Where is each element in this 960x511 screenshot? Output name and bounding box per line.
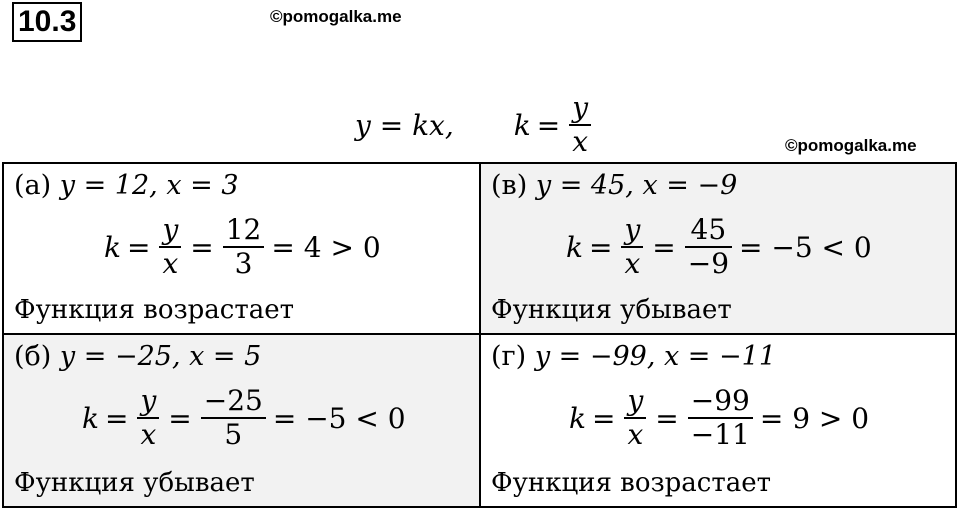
cell-g-frac2-num: −99 bbox=[690, 384, 750, 417]
cell-g-eq2: = bbox=[655, 401, 679, 435]
cell-g-frac1-num: y bbox=[627, 384, 644, 417]
cell-v-frac1-num: y bbox=[624, 213, 641, 246]
cell-b-frac2 bbox=[201, 385, 266, 451]
cell-a-conclusion: Функция возрастает bbox=[14, 295, 295, 325]
cell-b-condition bbox=[14, 341, 261, 372]
cell-g-condition bbox=[491, 341, 776, 372]
cell-g-k: k bbox=[569, 401, 586, 435]
cell-v-frac2-den: −9 bbox=[687, 247, 730, 281]
cell-v-frac2-num: 45 bbox=[690, 213, 727, 246]
cell-a-condition bbox=[14, 170, 239, 201]
watermark-top: ©pomogalka.me bbox=[270, 7, 402, 26]
cell-a-frac2-num: 12 bbox=[225, 213, 262, 246]
cell-a-eq1: = bbox=[126, 230, 151, 264]
cell-b-frac1-den: x bbox=[140, 418, 157, 452]
cell-b-k: k bbox=[82, 401, 99, 435]
cell-g-formula bbox=[569, 385, 869, 451]
cell-g-eq1: = bbox=[591, 401, 616, 435]
cell-a-formula bbox=[104, 214, 381, 280]
cell-a-cond: y = 12, x = 3 bbox=[59, 170, 239, 201]
cell-v-label: (в) bbox=[491, 170, 528, 201]
cell-v-formula bbox=[566, 214, 872, 280]
cell-v-condition bbox=[491, 170, 737, 201]
cell-g-frac1 bbox=[624, 385, 646, 451]
cell-b-formula bbox=[82, 385, 406, 451]
header-y-eq: y = kx, bbox=[355, 108, 454, 142]
cell-v-conclusion: Функция убывает bbox=[491, 295, 732, 325]
cell-g bbox=[481, 335, 955, 506]
cell-b-label: (б) bbox=[14, 341, 52, 372]
cell-a-label: (а) bbox=[14, 170, 52, 201]
cell-g-frac1-den: x bbox=[627, 418, 644, 452]
cell-b-frac2-num: −25 bbox=[203, 384, 263, 417]
cell-a-eq2: = bbox=[190, 230, 214, 264]
cell-g-frac2 bbox=[688, 385, 753, 451]
cell-a-frac2 bbox=[223, 214, 265, 280]
cell-a-result: = 4 > 0 bbox=[271, 230, 381, 264]
cell-b-result: = −5 < 0 bbox=[272, 401, 406, 435]
cell-v-eq2: = bbox=[652, 230, 676, 264]
header-fraction bbox=[569, 92, 591, 158]
cell-v-result: = −5 < 0 bbox=[739, 230, 872, 264]
cell-b-cond: y = −25, x = 5 bbox=[59, 341, 262, 372]
cell-b bbox=[4, 335, 481, 506]
cell-g-label: (г) bbox=[491, 341, 527, 372]
cell-b-frac2-den: 5 bbox=[224, 418, 243, 452]
header-fraction-den: x bbox=[572, 125, 588, 159]
cell-b-eq2: = bbox=[168, 401, 192, 435]
cell-a-frac1-num: y bbox=[162, 213, 179, 246]
cell-b-frac1-num: y bbox=[140, 384, 157, 417]
watermark-middle: ©pomogalka.me bbox=[785, 136, 917, 155]
formula-header bbox=[355, 92, 594, 158]
cell-v-frac2 bbox=[685, 214, 732, 280]
cell-b-conclusion: Функция убывает bbox=[14, 468, 255, 498]
header-eq: = bbox=[536, 108, 561, 142]
cell-v-k: k bbox=[566, 230, 583, 264]
header-k: k bbox=[513, 108, 531, 142]
cell-v bbox=[481, 164, 955, 335]
cell-a bbox=[4, 164, 481, 335]
cell-v-frac1-den: x bbox=[624, 247, 641, 281]
cell-b-frac1 bbox=[137, 385, 159, 451]
header-fraction-num: y bbox=[572, 91, 589, 124]
cell-g-conclusion: Функция возрастает bbox=[491, 468, 772, 498]
solution-table bbox=[2, 162, 957, 508]
cell-v-eq1: = bbox=[588, 230, 613, 264]
cell-g-result: = 9 > 0 bbox=[759, 401, 870, 435]
problem-number: 10.3 bbox=[12, 2, 82, 42]
cell-a-frac1 bbox=[159, 214, 181, 280]
cell-g-cond: y = −99, x = −11 bbox=[534, 341, 776, 372]
cell-a-k: k bbox=[104, 230, 121, 264]
cell-v-frac1 bbox=[621, 214, 643, 280]
cell-a-frac1-den: x bbox=[162, 247, 179, 281]
cell-a-frac2-den: 3 bbox=[234, 247, 253, 281]
cell-g-frac2-den: −11 bbox=[690, 418, 750, 452]
cell-b-eq1: = bbox=[104, 401, 129, 435]
cell-v-cond: y = 45, x = −9 bbox=[535, 170, 738, 201]
